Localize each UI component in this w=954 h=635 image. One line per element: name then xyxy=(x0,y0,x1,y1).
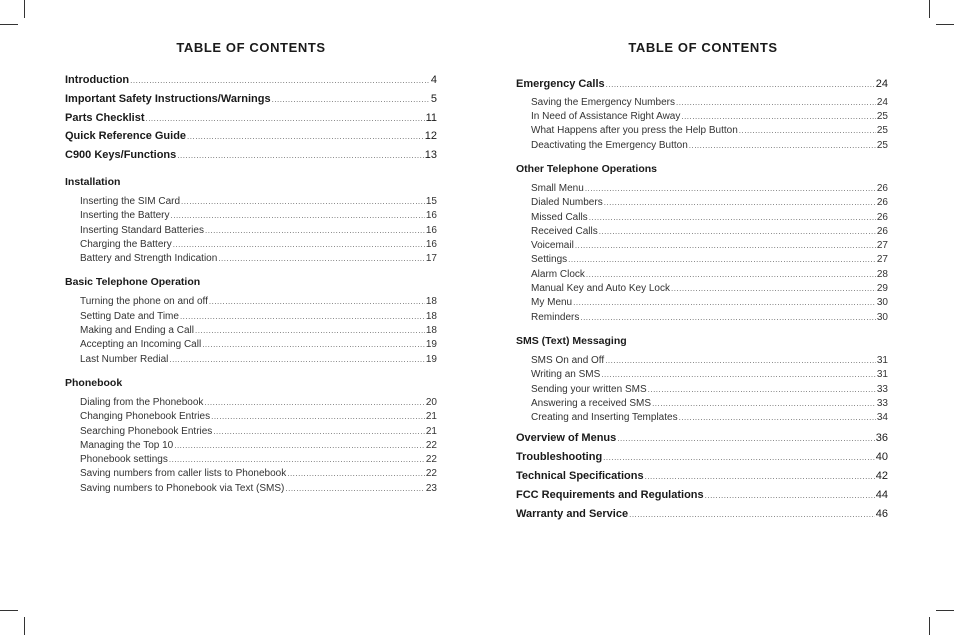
toc-subentry[interactable]: Accepting an Incoming Call ..... 19 xyxy=(65,339,437,353)
toc-entry[interactable]: FCC Requirements and Regulations ..... 44 xyxy=(516,489,888,508)
toc-subentry[interactable]: What Happens after you press the Help Button ..... 25 xyxy=(516,125,888,139)
toc-subentry[interactable]: My Menu ..... 30 xyxy=(516,297,888,311)
toc-subentry[interactable]: Charging the Battery ..... 16 xyxy=(65,239,437,253)
crop-mark xyxy=(0,24,18,25)
toc-entry[interactable]: Overview of Menus ..... 36 xyxy=(516,432,888,451)
toc-entry[interactable]: Technical Specifications ..... 42 xyxy=(516,470,888,489)
crop-mark xyxy=(929,0,930,18)
toc-subentry[interactable]: Inserting the SIM Card ..... 15 xyxy=(65,196,437,210)
toc-subentry[interactable]: In Need of Assistance Right Away ..... 25 xyxy=(516,111,888,125)
toc-subentry[interactable]: Deactivating the Emergency Button ..... 25 xyxy=(516,140,888,154)
toc-entry[interactable]: Quick Reference Guide ..... 12 xyxy=(65,130,437,149)
toc-subentry[interactable]: Sending your written SMS ..... 33 xyxy=(516,384,888,398)
toc-subentry[interactable]: Manual Key and Auto Key Lock ..... 29 xyxy=(516,283,888,297)
right-page-title: TABLE OF CONTENTS xyxy=(628,40,778,55)
left-top-entries xyxy=(65,74,437,168)
toc-subentry[interactable]: Dialed Numbers ..... 26 xyxy=(516,197,888,211)
crop-mark xyxy=(0,610,18,611)
toc-subentry[interactable]: Inserting the Battery ..... 16 xyxy=(65,210,437,224)
toc-entry[interactable]: Warranty and Service ..... 46 xyxy=(516,508,888,527)
crop-mark xyxy=(936,610,954,611)
crop-mark xyxy=(929,617,930,635)
toc-subentry[interactable]: Creating and Inserting Templates ..... 34 xyxy=(516,412,888,426)
toc-entry[interactable]: Important Safety Instructions/Warnings ..... 5 xyxy=(65,93,437,112)
toc-subentry[interactable]: Missed Calls ..... 26 xyxy=(516,212,888,226)
toc-subentry[interactable]: Setting Date and Time ..... 18 xyxy=(65,311,437,325)
toc-entry[interactable]: C900 Keys/Functions ..... 13 xyxy=(65,149,437,168)
toc-subentry[interactable]: SMS On and Off ..... 31 xyxy=(516,355,888,369)
toc-subentry[interactable]: Inserting Standard Batteries ..... 16 xyxy=(65,225,437,239)
toc-subentry[interactable]: Saving the Emergency Numbers ..... 24 xyxy=(516,97,888,111)
toc-subentry[interactable]: Making and Ending a Call ..... 18 xyxy=(65,325,437,339)
toc-subentry[interactable]: Changing Phonebook Entries ..... 21 xyxy=(65,411,437,425)
section-heading-phonebook: Phonebook xyxy=(65,376,123,389)
toc-subentry[interactable]: Searching Phonebook Entries ..... 21 xyxy=(65,426,437,440)
section-heading-other-telephone-operations: Other Telephone Operations xyxy=(516,162,657,175)
toc-entry[interactable]: Parts Checklist ..... 11 xyxy=(65,112,437,131)
toc-subentry[interactable]: Phonebook settings ..... 22 xyxy=(65,454,437,468)
crop-mark xyxy=(24,0,25,18)
toc-subentry[interactable]: Alarm Clock ..... 28 xyxy=(516,269,888,283)
toc-subentry[interactable]: Battery and Strength Indication ..... 17 xyxy=(65,253,437,267)
crop-mark xyxy=(936,24,954,25)
section-heading-installation: Installation xyxy=(65,175,121,188)
toc-subentry[interactable]: Received Calls ..... 26 xyxy=(516,226,888,240)
toc-subentry[interactable]: Turning the phone on and off ..... 18 xyxy=(65,296,437,310)
left-toc xyxy=(65,74,437,497)
toc-subentry[interactable]: Voicemail ..... 27 xyxy=(516,240,888,254)
toc-subentry[interactable]: Managing the Top 10 ..... 22 xyxy=(65,440,437,454)
left-page-title: TABLE OF CONTENTS xyxy=(176,40,326,55)
section-heading-sms-messaging: SMS (Text) Messaging xyxy=(516,334,627,347)
toc-subentry[interactable]: Small Menu ..... 26 xyxy=(516,183,888,197)
toc-subentry[interactable]: Last Number Redial ..... 19 xyxy=(65,354,437,368)
toc-subentry[interactable]: Answering a received SMS ..... 33 xyxy=(516,398,888,412)
toc-subentry[interactable]: Reminders ..... 30 xyxy=(516,312,888,326)
section-heading-basic-telephone-operation: Basic Telephone Operation xyxy=(65,276,201,289)
toc-subentry[interactable]: Writing an SMS ..... 31 xyxy=(516,369,888,383)
toc-subentry[interactable]: Dialing from the Phonebook ..... 20 xyxy=(65,397,437,411)
toc-entry[interactable]: Introduction ..... 4 xyxy=(65,74,437,93)
toc-subentry[interactable]: Saving numbers from caller lists to Phonebook ..... 22 xyxy=(65,468,437,482)
toc-entry[interactable]: Emergency Calls ..... 24 xyxy=(516,78,888,97)
toc-subentry[interactable]: Settings ..... 27 xyxy=(516,254,888,268)
toc-entry[interactable]: Troubleshooting ..... 40 xyxy=(516,451,888,470)
right-toc xyxy=(516,78,888,526)
crop-mark xyxy=(24,617,25,635)
toc-subentry[interactable]: Saving numbers to Phonebook via Text (SMS) ..... 23 xyxy=(65,483,437,497)
